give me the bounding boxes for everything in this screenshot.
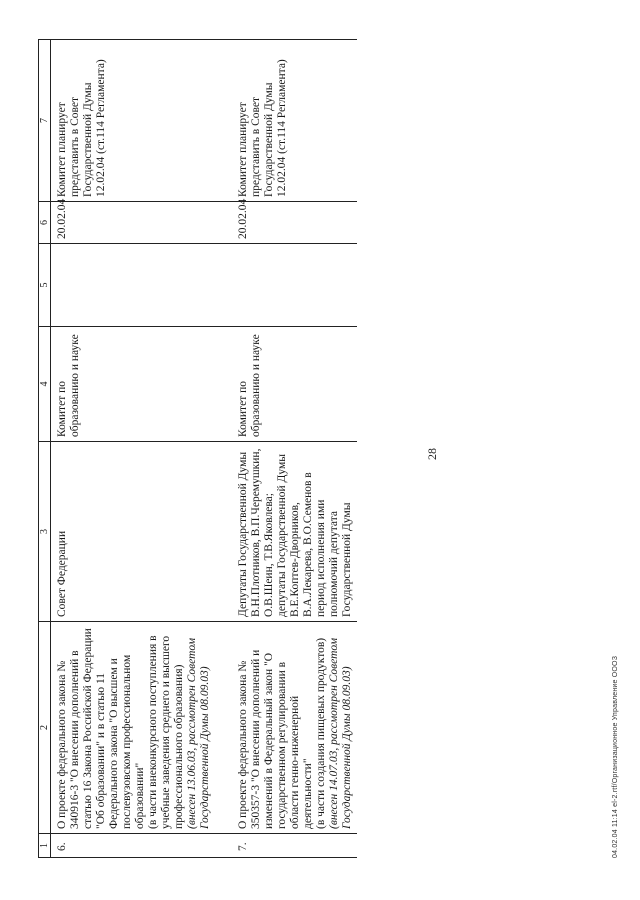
bills-table <box>38 39 357 858</box>
column-header: 2 <box>39 622 51 834</box>
page-number: 28 <box>425 448 439 460</box>
bill-note: (внесен 14.07.03, рассмотрен Советом Государственной Думы 08.09.03) <box>328 637 353 829</box>
column-header: 1 <box>39 834 51 858</box>
column-header: 3 <box>39 442 51 622</box>
plan-cell: Комитет планирует представить в Совет Государственной Думы 12.02.04 (ст.114 Регламента) <box>51 40 216 202</box>
responsible-committee: Комитет по образованию и науке <box>51 327 216 442</box>
column-header: 6 <box>39 202 51 244</box>
column-number-row <box>39 40 51 858</box>
responsible-committee: Комитет по образованию и науке <box>215 327 357 442</box>
row-number: 6. <box>51 834 216 858</box>
row-number: 7. <box>215 834 357 858</box>
column-header: 5 <box>39 244 51 327</box>
bill-description <box>215 622 357 834</box>
bill-note: (внесен 13.06.03, рассмотрен Советом Государственной Думы 08.09.03) <box>186 637 211 829</box>
document-footer: 04.02.04 11:14 el-2.rtf/Организационное Управление ОООЗ <box>612 655 619 858</box>
table-row <box>215 40 357 858</box>
bill-detail: (в части создания пищевых продуктов) <box>315 637 327 829</box>
date-cell: 20.02.04 <box>215 202 357 244</box>
column-header: 4 <box>39 327 51 442</box>
bill-detail: (в части внеконкурсного поступления в учебные заведения среднего и высшего профессионального образования) <box>147 635 185 829</box>
bill-title: О проекте федерального закона № 350357-3 "О внесении дополнений и изменений в Федеральный закон "О государственном регулировании в области генно-инженерной деятельности" <box>237 649 314 829</box>
bill-title: О проекте федерального закона № 340916-3 "О внесении дополнений в статью 16 Закона Российской Федерации "Об образовании" и в статью 11 Федерального закона "О высшем и послевузовском профессиональном образовании" <box>56 628 146 829</box>
bill-author: Депутаты Государственной Думы В.Н.Плотников, В.П.Черемушкин, О.В.Шеин, Т.В.Яковлева; депутаты Государственной Думы В.Е.Коптев-Дворников, В.А.Лекарева, В.О.Семенов в период исполнения ими полномочий депутата Государственной Думы <box>215 442 357 622</box>
plan-cell: Комитет планирует представить в Совет Государственной Думы 12.02.04 (ст.114 Регламента) <box>215 40 357 202</box>
bill-description <box>51 622 216 834</box>
column-5-cell <box>215 244 357 327</box>
column-header: 7 <box>39 40 51 202</box>
bill-author: Совет Федерации <box>51 442 216 622</box>
table-row <box>51 40 216 858</box>
column-5-cell <box>51 244 216 327</box>
date-cell: 20.02.04 <box>51 202 216 244</box>
